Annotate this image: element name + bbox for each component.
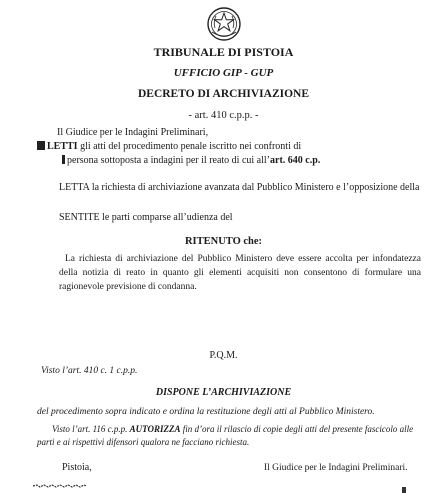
reasoning-paragraph: La richiesta di archiviazione del Pubblico Ministero deve essere accolta per infondatezza della notizia di reato in quanto gli elementi acquisiti non consentono di formulare una ragionevole previsione di condanna. xyxy=(59,254,421,292)
redaction-mark xyxy=(62,155,65,164)
footer-place: Pistoia, xyxy=(62,462,92,473)
visto-line: Visto l’art. 410 c. 1 c.p.p. xyxy=(41,366,138,376)
letti-line xyxy=(37,140,301,154)
sentite-keyword: SENTITE xyxy=(59,212,100,223)
court-name: TRIBUNALE DI PISTOIA xyxy=(153,45,294,59)
decree-title: DECRETO DI ARCHIVIAZIONE xyxy=(137,88,310,100)
letta-keyword: LETTA xyxy=(59,182,90,193)
letta-line xyxy=(59,181,419,195)
sentite-line xyxy=(59,211,233,225)
redaction-mark xyxy=(37,141,45,150)
letti-text-line1: gli atti del procedimento penale iscritto nei confronti di xyxy=(80,141,302,152)
office-name: UFFICIO GIP - GUP xyxy=(173,67,274,79)
authorization-prefix: Visto l’art. 116 c.p.p. xyxy=(52,424,128,434)
dispone-heading: DISPONE L’ARCHIVIAZIONE xyxy=(155,387,292,398)
authorization-text: fin d’ora il rilascio di copie degli atti del presente fascicolo alle xyxy=(182,424,414,434)
footer-signature: Il Giudice per le Indagini Preliminari. xyxy=(264,463,408,473)
letti-line2 xyxy=(62,154,320,168)
letta-text: la richiesta di archiviazione avanzata dal Pubblico Ministero e l’opposizione della xyxy=(91,182,420,193)
letti-text-line2: persona sottoposta a indagini per il reato di cui all’ xyxy=(67,155,270,166)
authorization-line1 xyxy=(52,423,413,436)
judge-intro: Il Giudice per le Indagini Preliminari, xyxy=(57,127,209,138)
authorization-line2: parti e ai rispettivi difensori qualora ne facciano richiesta. xyxy=(37,437,250,447)
italian-republic-emblem-icon xyxy=(206,6,242,42)
pqm-heading: P.Q.M. xyxy=(209,350,238,361)
letti-keyword: LETTI xyxy=(47,141,78,152)
sentite-text: le parti comparse all’udienza del xyxy=(102,212,233,223)
handwritten-scribble xyxy=(32,483,88,489)
authorization-keyword: AUTORIZZA xyxy=(129,424,181,434)
article-reference: - art. 410 c.p.p. - xyxy=(188,110,259,121)
order-line: del procedimento sopra indicato e ordina la restituzione degli atti al Pubblico Ministero. xyxy=(37,407,375,417)
margin-mark xyxy=(402,487,406,493)
article-640: art. 640 c.p. xyxy=(270,155,321,166)
ritenuto-heading: RITENUTO che: xyxy=(184,236,263,247)
